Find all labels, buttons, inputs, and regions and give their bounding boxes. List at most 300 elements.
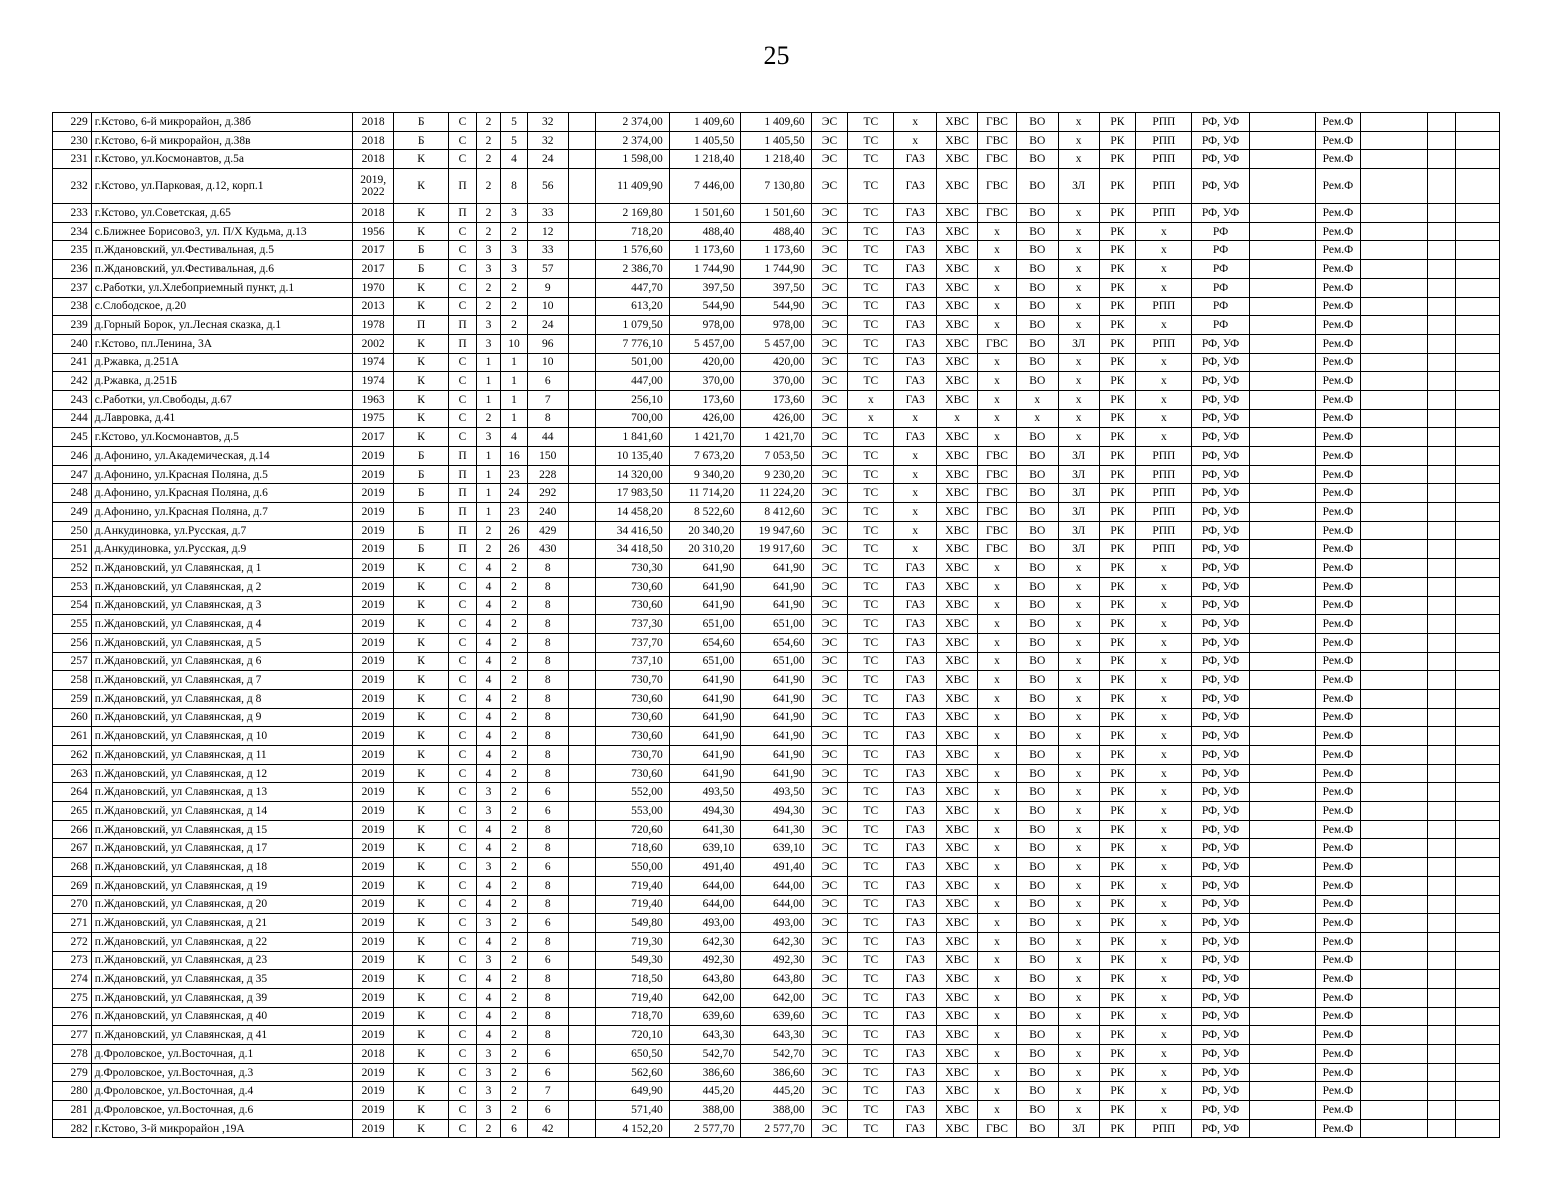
cell-repair-fund: Рем.Ф	[1316, 260, 1361, 279]
cell-sewerage: х	[1016, 390, 1058, 409]
cell-empty-col-a	[568, 895, 596, 914]
cell-row-number: 243	[53, 390, 92, 409]
cell-empty-col-b	[1249, 746, 1315, 765]
cell-chute: х	[1058, 689, 1099, 708]
cell-heating: ТС	[848, 746, 894, 765]
cell-empty-col-c	[1360, 559, 1427, 578]
cell-empty-col-c	[1360, 708, 1427, 727]
cell-cold-water: ХВС	[937, 988, 978, 1007]
cell-roof-repair: РК	[1099, 278, 1136, 297]
cell-empty-col-b	[1249, 1007, 1315, 1026]
cell-empty-col-e	[1455, 876, 1499, 895]
cell-heating: ТС	[848, 465, 894, 484]
cell-repair-fund: Рем.Ф	[1316, 1026, 1361, 1045]
cell-empty-col-b	[1249, 353, 1315, 372]
cell-sewerage: ВО	[1016, 559, 1058, 578]
table-row	[53, 1119, 1500, 1138]
cell-empty-col-e	[1455, 951, 1499, 970]
cell-empty-col-e	[1455, 334, 1499, 353]
cell-year: 2018	[353, 1045, 394, 1064]
cell-electricity: ЭС	[811, 428, 848, 447]
cell-total-area: 447,70	[596, 278, 670, 297]
cell-electricity: ЭС	[811, 484, 848, 503]
cell-repair-fund: Рем.Ф	[1316, 503, 1361, 522]
cell-wall-material: К	[394, 802, 449, 821]
cell-heating: ТС	[848, 131, 894, 150]
cell-roof-repair: РК	[1099, 820, 1136, 839]
cell-residential-area: 1 501,60	[741, 204, 811, 223]
cell-gas: ГАЗ	[894, 895, 937, 914]
cell-residential-area: 642,00	[741, 988, 811, 1007]
cell-address: д.Анкудиновка, ул.Русская, д.7	[91, 521, 352, 540]
cell-address: п.Ждановский, ул Славянская, д 14	[91, 802, 352, 821]
cell-elevator-repair: РПП	[1136, 334, 1192, 353]
cell-empty-col-d	[1428, 278, 1456, 297]
cell-gas: х	[894, 465, 937, 484]
cell-sewerage: ВО	[1016, 633, 1058, 652]
cell-empty-col-c	[1360, 839, 1427, 858]
cell-apartments: 8	[527, 988, 568, 1007]
cell-year: 2019	[353, 1101, 394, 1120]
cell-gas: ГАЗ	[894, 222, 937, 241]
cell-living-area: 9 340,20	[669, 465, 740, 484]
cell-facade-foundation: РФ, УФ	[1192, 746, 1249, 765]
cell-chute: х	[1058, 1063, 1099, 1082]
cell-elevator-repair: х	[1136, 241, 1192, 260]
cell-empty-col-a	[568, 1082, 596, 1101]
cell-roof-repair: РК	[1099, 727, 1136, 746]
cell-residential-area: 8 412,60	[741, 503, 811, 522]
cell-elevator-repair: х	[1136, 1045, 1192, 1064]
cell-address: п.Ждановский, ул Славянская, д 20	[91, 895, 352, 914]
cell-residential-area: 397,50	[741, 278, 811, 297]
cell-residential-area: 19 917,60	[741, 540, 811, 559]
cell-floors: 2	[501, 951, 528, 970]
cell-wall-material: К	[394, 559, 449, 578]
cell-roof-type: С	[449, 914, 477, 933]
cell-floors: 2	[501, 876, 528, 895]
cell-entrances: 4	[476, 671, 501, 690]
cell-wall-material: К	[394, 297, 449, 316]
cell-elevator-repair: х	[1136, 802, 1192, 821]
cell-hot-water: ГВС	[978, 169, 1017, 204]
cell-hot-water: ГВС	[978, 521, 1017, 540]
cell-sewerage: ВО	[1016, 727, 1058, 746]
cell-hot-water: х	[978, 1101, 1017, 1120]
cell-facade-foundation: РФ, УФ	[1192, 914, 1249, 933]
cell-roof-repair: РК	[1099, 932, 1136, 951]
cell-hot-water: х	[978, 297, 1017, 316]
cell-empty-col-d	[1428, 169, 1456, 204]
cell-entrances: 4	[476, 895, 501, 914]
cell-wall-material: Б	[394, 241, 449, 260]
cell-repair-fund: Рем.Ф	[1316, 521, 1361, 540]
cell-roof-type: С	[449, 764, 477, 783]
cell-residential-area: 386,60	[741, 1063, 811, 1082]
cell-electricity: ЭС	[811, 727, 848, 746]
cell-empty-col-d	[1428, 204, 1456, 223]
cell-row-number: 269	[53, 876, 92, 895]
cell-apartments: 8	[527, 1026, 568, 1045]
cell-floors: 23	[501, 465, 528, 484]
cell-gas: ГАЗ	[894, 169, 937, 204]
cell-elevator-repair: РПП	[1136, 503, 1192, 522]
cell-repair-fund: Рем.Ф	[1316, 633, 1361, 652]
table-row	[53, 447, 1500, 466]
table-row	[53, 113, 1500, 132]
cell-empty-col-c	[1360, 820, 1427, 839]
cell-hot-water: х	[978, 316, 1017, 335]
cell-hot-water: ГВС	[978, 131, 1017, 150]
cell-wall-material: К	[394, 222, 449, 241]
cell-hot-water: ГВС	[978, 150, 1017, 169]
cell-sewerage: ВО	[1016, 1082, 1058, 1101]
cell-empty-col-b	[1249, 1082, 1315, 1101]
cell-heating: ТС	[848, 876, 894, 895]
cell-total-area: 730,60	[596, 727, 670, 746]
cell-hot-water: х	[978, 1082, 1017, 1101]
cell-year: 2019	[353, 746, 394, 765]
cell-facade-foundation: РФ, УФ	[1192, 390, 1249, 409]
cell-apartments: 42	[527, 1119, 568, 1138]
cell-empty-col-e	[1455, 727, 1499, 746]
cell-roof-repair: РК	[1099, 764, 1136, 783]
cell-sewerage: ВО	[1016, 1119, 1058, 1138]
cell-heating: ТС	[848, 1082, 894, 1101]
cell-address: п.Ждановский, ул Славянская, д 4	[91, 615, 352, 634]
cell-entrances: 2	[476, 1119, 501, 1138]
cell-facade-foundation: РФ, УФ	[1192, 895, 1249, 914]
cell-roof-repair: РК	[1099, 334, 1136, 353]
cell-roof-type: С	[449, 783, 477, 802]
cell-chute: х	[1058, 559, 1099, 578]
cell-empty-col-b	[1249, 447, 1315, 466]
cell-row-number: 282	[53, 1119, 92, 1138]
cell-empty-col-c	[1360, 113, 1427, 132]
cell-total-area: 730,60	[596, 577, 670, 596]
cell-facade-foundation: РФ, УФ	[1192, 428, 1249, 447]
cell-repair-fund: Рем.Ф	[1316, 297, 1361, 316]
cell-total-area: 730,60	[596, 708, 670, 727]
cell-repair-fund: Рем.Ф	[1316, 372, 1361, 391]
cell-entrances: 3	[476, 1063, 501, 1082]
cell-cold-water: ХВС	[937, 316, 978, 335]
cell-floors: 2	[501, 746, 528, 765]
cell-apartments: 44	[527, 428, 568, 447]
cell-sewerage: ВО	[1016, 1101, 1058, 1120]
cell-facade-foundation: РФ, УФ	[1192, 951, 1249, 970]
cell-electricity: ЭС	[811, 951, 848, 970]
cell-year: 2019, 2022	[353, 169, 394, 204]
cell-living-area: 1 744,90	[669, 260, 740, 279]
cell-electricity: ЭС	[811, 970, 848, 989]
cell-empty-col-e	[1455, 353, 1499, 372]
cell-empty-col-c	[1360, 260, 1427, 279]
cell-residential-area: 1 421,70	[741, 428, 811, 447]
cell-roof-repair: РК	[1099, 858, 1136, 877]
cell-wall-material: К	[394, 390, 449, 409]
cell-repair-fund: Рем.Ф	[1316, 839, 1361, 858]
cell-year: 2013	[353, 297, 394, 316]
cell-cold-water: ХВС	[937, 914, 978, 933]
cell-wall-material: К	[394, 615, 449, 634]
cell-entrances: 3	[476, 858, 501, 877]
cell-gas: ГАЗ	[894, 316, 937, 335]
cell-gas: ГАЗ	[894, 1101, 937, 1120]
cell-wall-material: К	[394, 278, 449, 297]
cell-elevator-repair: х	[1136, 1026, 1192, 1045]
cell-repair-fund: Рем.Ф	[1316, 783, 1361, 802]
cell-residential-area: 494,30	[741, 802, 811, 821]
cell-sewerage: ВО	[1016, 689, 1058, 708]
cell-year: 1956	[353, 222, 394, 241]
cell-apartments: 8	[527, 932, 568, 951]
cell-hot-water: ГВС	[978, 484, 1017, 503]
cell-gas: ГАЗ	[894, 559, 937, 578]
cell-hot-water: х	[978, 802, 1017, 821]
cell-elevator-repair: х	[1136, 671, 1192, 690]
cell-living-area: 651,00	[669, 615, 740, 634]
cell-repair-fund: Рем.Ф	[1316, 970, 1361, 989]
cell-empty-col-a	[568, 428, 596, 447]
cell-living-area: 493,00	[669, 914, 740, 933]
cell-roof-type: С	[449, 1007, 477, 1026]
cell-sewerage: ВО	[1016, 447, 1058, 466]
cell-facade-foundation: РФ, УФ	[1192, 858, 1249, 877]
cell-sewerage: ВО	[1016, 615, 1058, 634]
cell-wall-material: К	[394, 1026, 449, 1045]
cell-heating: ТС	[848, 353, 894, 372]
cell-entrances: 3	[476, 1101, 501, 1120]
cell-total-area: 4 152,20	[596, 1119, 670, 1138]
cell-row-number: 239	[53, 316, 92, 335]
cell-empty-col-e	[1455, 113, 1499, 132]
cell-gas: ГАЗ	[894, 671, 937, 690]
cell-floors: 3	[501, 260, 528, 279]
cell-gas: ГАЗ	[894, 914, 937, 933]
cell-residential-area: 388,00	[741, 1101, 811, 1120]
cell-electricity: ЭС	[811, 689, 848, 708]
cell-cold-water: ХВС	[937, 596, 978, 615]
cell-hot-water: х	[978, 727, 1017, 746]
cell-gas: ГАЗ	[894, 1026, 937, 1045]
cell-chute: х	[1058, 241, 1099, 260]
cell-cold-water: х	[937, 409, 978, 428]
cell-empty-col-b	[1249, 521, 1315, 540]
cell-empty-col-a	[568, 559, 596, 578]
cell-row-number: 253	[53, 577, 92, 596]
cell-heating: ТС	[848, 615, 894, 634]
cell-residential-area: 978,00	[741, 316, 811, 335]
table-row	[53, 521, 1500, 540]
cell-empty-col-e	[1455, 540, 1499, 559]
cell-apartments: 8	[527, 615, 568, 634]
cell-empty-col-b	[1249, 596, 1315, 615]
cell-empty-col-e	[1455, 131, 1499, 150]
cell-repair-fund: Рем.Ф	[1316, 113, 1361, 132]
cell-empty-col-e	[1455, 1007, 1499, 1026]
cell-empty-col-a	[568, 1007, 596, 1026]
cell-total-area: 737,10	[596, 652, 670, 671]
cell-facade-foundation: РФ, УФ	[1192, 169, 1249, 204]
cell-floors: 2	[501, 988, 528, 1007]
cell-chute: х	[1058, 428, 1099, 447]
cell-hot-water: х	[978, 708, 1017, 727]
cell-roof-type: С	[449, 1101, 477, 1120]
cell-entrances: 1	[476, 353, 501, 372]
cell-cold-water: ХВС	[937, 839, 978, 858]
cell-heating: ТС	[848, 297, 894, 316]
cell-row-number: 242	[53, 372, 92, 391]
cell-heating: ТС	[848, 222, 894, 241]
cell-heating: ТС	[848, 113, 894, 132]
cell-hot-water: х	[978, 914, 1017, 933]
cell-residential-area: 642,30	[741, 932, 811, 951]
cell-facade-foundation: РФ, УФ	[1192, 652, 1249, 671]
cell-sewerage: х	[1016, 409, 1058, 428]
cell-year: 2019	[353, 652, 394, 671]
cell-gas: ГАЗ	[894, 932, 937, 951]
cell-living-area: 8 522,60	[669, 503, 740, 522]
cell-electricity: ЭС	[811, 113, 848, 132]
cell-facade-foundation: РФ, УФ	[1192, 484, 1249, 503]
cell-total-area: 552,00	[596, 783, 670, 802]
cell-roof-type: С	[449, 951, 477, 970]
cell-address: г.Кстово, ул.Космонавтов, д.5а	[91, 150, 352, 169]
cell-sewerage: ВО	[1016, 297, 1058, 316]
cell-wall-material: Б	[394, 465, 449, 484]
cell-empty-col-e	[1455, 465, 1499, 484]
cell-empty-col-d	[1428, 428, 1456, 447]
cell-chute: х	[1058, 951, 1099, 970]
cell-cold-water: ХВС	[937, 727, 978, 746]
cell-empty-col-d	[1428, 334, 1456, 353]
cell-sewerage: ВО	[1016, 1045, 1058, 1064]
cell-year: 2019	[353, 951, 394, 970]
cell-elevator-repair: РПП	[1136, 540, 1192, 559]
cell-empty-col-e	[1455, 204, 1499, 223]
cell-elevator-repair: х	[1136, 596, 1192, 615]
cell-apartments: 8	[527, 596, 568, 615]
table-row	[53, 1007, 1500, 1026]
cell-empty-col-d	[1428, 1007, 1456, 1026]
cell-electricity: ЭС	[811, 1082, 848, 1101]
cell-year: 2019	[353, 1063, 394, 1082]
cell-entrances: 2	[476, 150, 501, 169]
cell-empty-col-d	[1428, 839, 1456, 858]
cell-roof-repair: РК	[1099, 409, 1136, 428]
cell-row-number: 237	[53, 278, 92, 297]
cell-gas: ГАЗ	[894, 727, 937, 746]
cell-floors: 2	[501, 1045, 528, 1064]
cell-living-area: 1 501,60	[669, 204, 740, 223]
cell-row-number: 257	[53, 652, 92, 671]
cell-living-area: 492,30	[669, 951, 740, 970]
table-row	[53, 150, 1500, 169]
cell-sewerage: ВО	[1016, 764, 1058, 783]
cell-electricity: ЭС	[811, 671, 848, 690]
cell-facade-foundation: РФ, УФ	[1192, 708, 1249, 727]
cell-living-area: 386,60	[669, 1063, 740, 1082]
cell-residential-area: 491,40	[741, 858, 811, 877]
cell-cold-water: ХВС	[937, 689, 978, 708]
cell-empty-col-a	[568, 988, 596, 1007]
cell-elevator-repair: РПП	[1136, 465, 1192, 484]
cell-empty-col-a	[568, 914, 596, 933]
cell-roof-repair: РК	[1099, 652, 1136, 671]
cell-year: 2019	[353, 596, 394, 615]
cell-floors: 8	[501, 169, 528, 204]
cell-elevator-repair: х	[1136, 988, 1192, 1007]
cell-facade-foundation: РФ, УФ	[1192, 540, 1249, 559]
housing-register-table	[52, 112, 1500, 1138]
cell-empty-col-a	[568, 503, 596, 522]
cell-sewerage: ВО	[1016, 372, 1058, 391]
cell-empty-col-e	[1455, 503, 1499, 522]
cell-row-number: 281	[53, 1101, 92, 1120]
cell-elevator-repair: х	[1136, 577, 1192, 596]
cell-empty-col-c	[1360, 169, 1427, 204]
cell-residential-area: 641,90	[741, 559, 811, 578]
cell-roof-type: С	[449, 858, 477, 877]
cell-sewerage: ВО	[1016, 521, 1058, 540]
cell-heating: ТС	[848, 1007, 894, 1026]
cell-repair-fund: Рем.Ф	[1316, 559, 1361, 578]
cell-empty-col-c	[1360, 577, 1427, 596]
cell-empty-col-d	[1428, 353, 1456, 372]
cell-hot-water: х	[978, 988, 1017, 1007]
cell-cold-water: ХВС	[937, 671, 978, 690]
cell-facade-foundation: РФ, УФ	[1192, 783, 1249, 802]
cell-empty-col-e	[1455, 839, 1499, 858]
cell-floors: 1	[501, 353, 528, 372]
cell-chute: х	[1058, 764, 1099, 783]
cell-year: 2019	[353, 447, 394, 466]
cell-wall-material: К	[394, 1007, 449, 1026]
cell-hot-water: ГВС	[978, 1119, 1017, 1138]
cell-address: п.Ждановский, ул Славянская, д 17	[91, 839, 352, 858]
cell-empty-col-c	[1360, 390, 1427, 409]
cell-facade-foundation: РФ, УФ	[1192, 1063, 1249, 1082]
cell-row-number: 263	[53, 764, 92, 783]
cell-apartments: 8	[527, 970, 568, 989]
cell-hot-water: х	[978, 390, 1017, 409]
cell-row-number: 273	[53, 951, 92, 970]
cell-roof-repair: РК	[1099, 241, 1136, 260]
cell-floors: 1	[501, 390, 528, 409]
cell-hot-water: х	[978, 428, 1017, 447]
cell-facade-foundation: РФ, УФ	[1192, 970, 1249, 989]
cell-roof-type: С	[449, 633, 477, 652]
cell-row-number: 249	[53, 503, 92, 522]
cell-electricity: ЭС	[811, 559, 848, 578]
cell-wall-material: К	[394, 671, 449, 690]
cell-chute: х	[1058, 596, 1099, 615]
cell-empty-col-d	[1428, 764, 1456, 783]
cell-heating: х	[848, 409, 894, 428]
cell-electricity: ЭС	[811, 764, 848, 783]
cell-address: г.Кстово, пл.Ленина, 3А	[91, 334, 352, 353]
cell-chute: х	[1058, 820, 1099, 839]
cell-address: п.Ждановский, ул Славянская, д 6	[91, 652, 352, 671]
cell-sewerage: ВО	[1016, 876, 1058, 895]
cell-hot-water: х	[978, 689, 1017, 708]
cell-facade-foundation: РФ	[1192, 222, 1249, 241]
cell-hot-water: ГВС	[978, 334, 1017, 353]
cell-roof-type: П	[449, 447, 477, 466]
cell-sewerage: ВО	[1016, 503, 1058, 522]
cell-entrances: 3	[476, 260, 501, 279]
